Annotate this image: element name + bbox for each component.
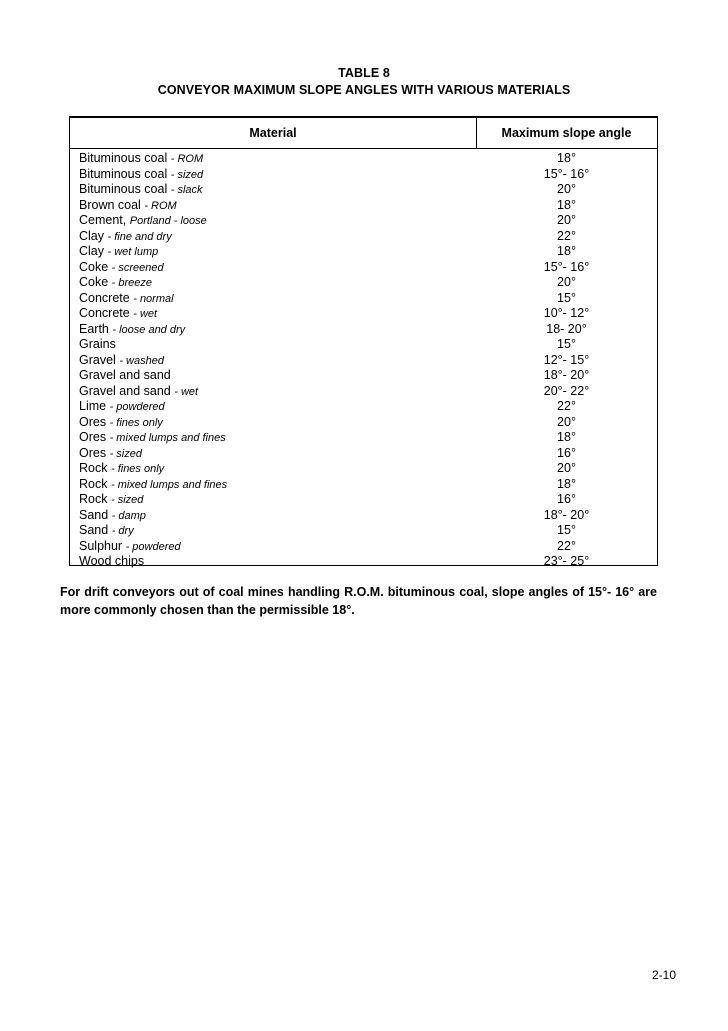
material-name: Sand [79, 507, 109, 522]
material-name: Sand [79, 523, 109, 537]
material-cell [79, 461, 164, 478]
material-cell [79, 446, 142, 463]
table-row [70, 539, 657, 555]
table-row [70, 446, 657, 462]
material-cell [79, 322, 185, 339]
material-name: Bituminous coal [79, 182, 168, 196]
table-row [70, 508, 657, 524]
table-row [70, 430, 657, 446]
material-qualifier: - fines only [110, 463, 165, 475]
material-qualifier: - ROM [144, 199, 177, 212]
slope-angle-table [69, 116, 658, 566]
material-qualifier: - sized [110, 494, 144, 506]
material-qualifier: - sized [109, 447, 142, 460]
slope-angle-cell: 18° [557, 430, 576, 444]
slope-angle-cell: 18° [557, 476, 576, 491]
material-cell [79, 477, 227, 494]
material-qualifier: - normal [133, 292, 174, 305]
material-cell [79, 291, 174, 308]
slope-angle-cell: 18° [557, 244, 576, 258]
table-row [70, 461, 657, 477]
table-body [70, 151, 657, 570]
table-row [70, 229, 657, 245]
material-qualifier: - washed [119, 354, 164, 367]
material-name: Lime [79, 399, 107, 413]
slope-angle-cell: 20° [557, 275, 576, 289]
material-cell [79, 198, 177, 215]
material-qualifier: - wet [133, 308, 158, 320]
material-cell [79, 554, 144, 570]
table-row [70, 213, 657, 229]
material-cell [79, 244, 158, 261]
table-row [70, 291, 657, 307]
slope-angle-cell: 23°- 25° [543, 554, 590, 568]
table-number: TABLE 8 [338, 66, 390, 80]
material-qualifier: - sized [170, 168, 204, 181]
material-cell [79, 337, 116, 353]
slope-angle-cell: 15° [557, 290, 576, 305]
material-name: Gravel and sand [79, 368, 171, 382]
material-name: Coke [79, 275, 109, 289]
material-name: Rock [79, 476, 108, 491]
material-cell [79, 167, 203, 184]
slope-angle-cell: 22° [557, 538, 576, 553]
slope-angle-cell: 16° [557, 445, 576, 460]
material-qualifier: - ROM [170, 153, 204, 165]
material-name: Rock [79, 461, 108, 475]
material-qualifier: - fines only [109, 416, 163, 429]
material-cell [79, 492, 143, 509]
slope-angle-cell: 12°- 15° [543, 352, 590, 367]
material-name: Gravel [79, 352, 116, 367]
material-cell [79, 415, 163, 432]
slope-angle-cell: 22° [557, 228, 576, 243]
material-cell [79, 430, 226, 447]
slope-angle-cell: 20° [557, 414, 576, 429]
table-row [70, 368, 657, 384]
table-row [70, 322, 657, 338]
table-row [70, 198, 657, 214]
slope-angle-cell: 10°- 12° [543, 306, 590, 320]
table-row [70, 415, 657, 431]
material-name: Concrete [79, 290, 130, 305]
material-qualifier: - slack [170, 184, 203, 196]
material-name: Clay [79, 228, 105, 243]
material-name: Concrete [79, 306, 130, 320]
material-cell [79, 384, 198, 401]
material-qualifier: - mixed lumps and fines [109, 432, 226, 444]
material-qualifier: - wet [174, 385, 199, 398]
material-name: Gravel and sand [79, 383, 171, 398]
slope-angle-cell: 20°- 22° [543, 383, 590, 398]
material-name: Rock [79, 492, 108, 506]
material-cell [79, 182, 203, 199]
slope-angle-cell: 18° [557, 151, 576, 165]
material-qualifier: - powdered [125, 540, 181, 553]
material-qualifier: - powdered [109, 401, 165, 413]
table-row [70, 477, 657, 493]
material-cell [79, 523, 134, 540]
material-cell [79, 399, 165, 416]
material-name: Cement, [79, 213, 127, 227]
material-name: Sulphur [79, 538, 123, 553]
table-row [70, 182, 657, 198]
material-qualifier: - screened [111, 261, 164, 274]
material-cell [79, 539, 181, 556]
slope-angle-cell: 15° [557, 337, 576, 351]
material-cell [79, 353, 164, 370]
table-row [70, 492, 657, 508]
table-row [70, 275, 657, 291]
table-row [70, 337, 657, 353]
material-qualifier: - wet lump [107, 246, 159, 258]
material-cell [79, 151, 203, 168]
material-name: Coke [79, 259, 109, 274]
slope-angle-cell: 15° [557, 523, 576, 537]
slope-angle-cell: 16° [557, 492, 576, 506]
table-row [70, 306, 657, 322]
header-material: Material [249, 126, 297, 140]
material-name: Ores [79, 445, 107, 460]
table-row [70, 151, 657, 167]
table-row [70, 167, 657, 183]
table-row [70, 399, 657, 415]
material-name: Clay [79, 244, 105, 258]
table-row [70, 353, 657, 369]
material-cell [79, 508, 146, 525]
material-qualifier: Portland - loose [129, 215, 207, 227]
material-name: Earth [79, 321, 109, 336]
slope-angle-cell: 18°- 20° [543, 507, 590, 522]
slope-angle-cell: 15°- 16° [543, 259, 590, 274]
slope-angle-cell: 18°- 20° [543, 368, 590, 382]
material-name: Bituminous coal [79, 166, 168, 181]
material-qualifier: - damp [111, 509, 146, 522]
material-qualifier: - loose and dry [112, 323, 186, 336]
material-qualifier: - fine and dry [107, 230, 172, 243]
material-name: Ores [79, 430, 107, 444]
slope-angle-cell: 18- 20° [546, 321, 587, 336]
material-cell [79, 229, 172, 246]
slope-angle-cell: 20° [557, 213, 576, 227]
material-name: Bituminous coal [79, 151, 168, 165]
footnote: For drift conveyors out of coal mines handling R.O.M. bituminous coal, slope angles of 15°- 16° are more commonly chosen than the permissible 18°. [60, 585, 657, 617]
material-qualifier: - mixed lumps and fines [110, 478, 228, 491]
table-row [70, 523, 657, 539]
table-row [70, 260, 657, 276]
material-cell [79, 368, 171, 384]
material-qualifier: - dry [111, 525, 134, 537]
slope-angle-cell: 20° [557, 182, 576, 196]
table-row [70, 384, 657, 400]
slope-angle-cell: 22° [557, 399, 576, 413]
material-qualifier: - breeze [111, 277, 153, 289]
table-row [70, 554, 657, 570]
material-cell [79, 260, 164, 277]
page-number: 2-10 [651, 968, 676, 982]
table-row [70, 244, 657, 260]
slope-angle-cell: 18° [557, 197, 576, 212]
material-name: Ores [79, 414, 107, 429]
material-name: Brown coal [79, 197, 141, 212]
table-header [70, 118, 657, 149]
table-title: CONVEYOR MAXIMUM SLOPE ANGLES WITH VARIOUS MATERIALS [157, 83, 571, 97]
material-cell [79, 213, 207, 230]
slope-angle-cell: 15°- 16° [543, 166, 590, 181]
header-max-slope-angle: Maximum slope angle [501, 126, 632, 140]
material-name: Wood chips [79, 554, 145, 568]
slope-angle-cell: 20° [557, 461, 576, 475]
material-cell [79, 275, 152, 292]
material-name: Grains [79, 337, 116, 351]
material-cell [79, 306, 157, 323]
